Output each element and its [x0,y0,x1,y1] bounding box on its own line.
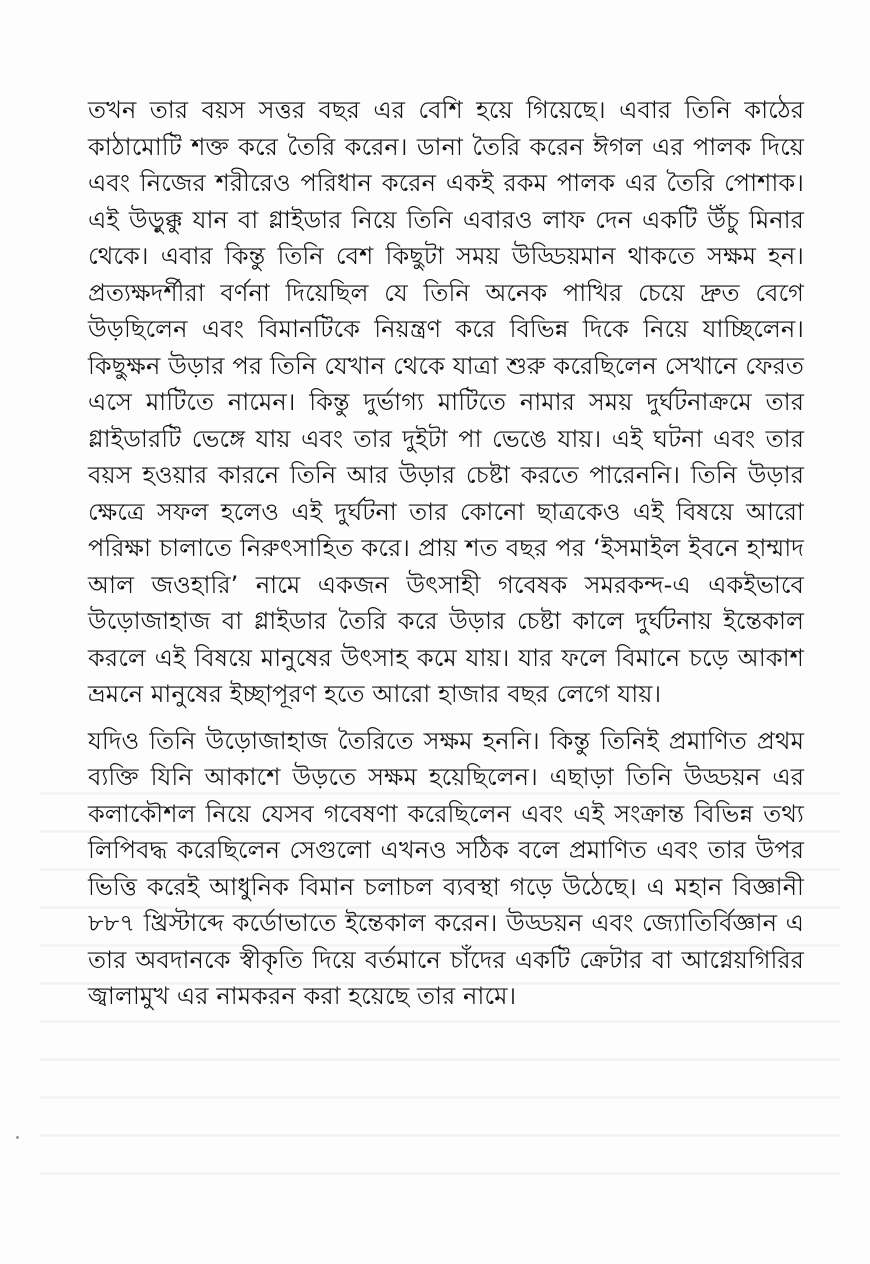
margin-speck [16,1136,19,1139]
paragraph-2: যদিও তিনি উড়োজাহাজ তৈরিতে সক্ষম হননি। কিন্তু তিনিই প্রমাণিত প্রথম ব্যক্তি যিনি আকাশে উড়তে সক্ষম হয়েছিলেন। এছাড়া তিনি উড্ডয়ন এর কলাকৌশল নিয়ে যেসব গবেষণা করেছিলেন এবং এই সংক্রান্ত বিভিন্ন তথ্য লিপিবদ্ধ করেছিলেন সেগুলো এখনও সঠিক বলে প্রমাণিত এবং তার উপর ভিত্তি করেই আধুনিক বিমান চলাচল ব্যবস্থা গড়ে উঠেছে। এ মহান বিজ্ঞানী ৮৮৭ খ্রিস্টাব্দে কর্ডোভাতে ইন্তেকাল করেন। উড্ডয়ন এবং জ্যোতির্বিজ্ঞান এ তার অবদানকে স্বীকৃতি দিয়ে বর্তমানে চাঁদের একটি ক্রেটার বা আগ্নেয়গিরির জ্বালামুখ এর নামকরন করা হয়েছে তার নামে। [88,726,804,1010]
paragraph-1: তখন তার বয়স সত্তর বছর এর বেশি হয়ে গিয়েছে। এবার তিনি কাঠের কাঠামোটি শক্ত করে তৈরি করেন। ডানা তৈরি করেন ঈগল এর পালক দিয়ে এবং নিজের শরীরেও পরিধান করেন একই রকম পালক এর তৈরি পোশাক। এই উড়ুক্কু যান বা গ্লাইডার নিয়ে তিনি এবারও লাফ দেন একটি উঁচু মিনার থেকে। এবার কিন্তু তিনি বেশ কিছুটা সময় উড্ডিয়মান থাকতে সক্ষম হন। প্রত্যক্ষদর্শীরা বর্ণনা দিয়েছিল যে তিনি অনেক পাখির চেয়ে দ্রুত বেগে উড়ছিলেন এবং বিমানটিকে নিয়ন্ত্রণ করে বিভিন্ন দিকে নিয়ে যাচ্ছিলেন। কিছুক্ষন উড়ার পর তিনি যেখান থেকে যাত্রা শুরু করেছিলেন সেখানে ফেরত এসে মাটিতে নামেন। কিন্তু দুর্ভাগ্য মাটিতে নামার সময় দুর্ঘটনাক্রমে তার গ্লাইডারটি ভেঙ্গে যায় এবং তার দুইটা পা ভেঙে যায়। এই ঘটনা এবং তার বয়স হওয়ার কারনে তিনি আর উড়ার চেষ্টা করতে পারেননি। তিনি উড়ার ক্ষেত্রে সফল হলেও এই দুর্ঘটনা তার কোনো ছাত্রকেও এই বিষয়ে আরো পরিক্ষা চালাতে নিরুৎসাহিত করে। প্রায় শত বছর পর ‘ইসমাইল ইবনে হাম্মাদ আল জওহারি’ নামে একজন উৎসাহী গবেষক সমরকন্দ-এ একইভাবে উড়োজাহাজ বা গ্লাইডার তৈরি করে উড়ার চেষ্টা কালে দুর্ঘটনায় ইন্তেকাল করলে এই বিষয়ে মানুষের উৎসাহ কমে যায়। যার ফলে বিমানে চড়ে আকাশ ভ্রমনে মানুষের ইচ্ছাপূরণ হতে আরো হাজার বছর লেগে যায়। [88,96,804,708]
body-text [88,92,804,1015]
